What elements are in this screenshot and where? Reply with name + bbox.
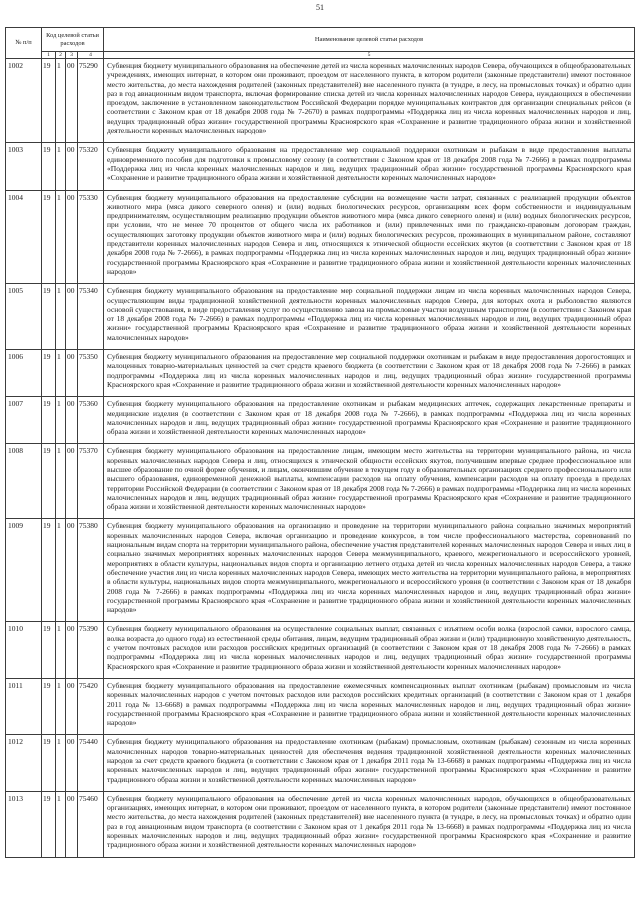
target-code-part-3: 00 — [66, 190, 78, 284]
header-col-index: 5 — [104, 52, 635, 59]
target-code-part-3: 00 — [66, 350, 78, 397]
target-code-part-1: 19 — [42, 190, 56, 284]
row-number: 1003 — [6, 143, 42, 190]
expense-name: Субвенция бюджету муниципального образования на предоставление мер социальной поддержки охотникам и рыбакам в виде предоставления дорогостоящих и малоценных товарно-материальных ценностей за счет средств краевого бюджета (в соответствии с Законом края от 18 декабря 2008 года № 7-2666) в рамках подпрограммы «Поддержка лиц из числа коренных малочисленных народов и лиц, ведущих традиционный образ жизни» государственной программы Красноярского края «Сохранение и развитие традиционного образа жизни и хозяйственной деятельности коренных малочисленных народов» — [104, 350, 635, 397]
target-code-part-2: 1 — [56, 59, 66, 143]
page-number: 51 — [316, 3, 324, 12]
target-code-part-4: 75460 — [78, 791, 104, 857]
target-code-part-2: 1 — [56, 143, 66, 190]
target-code-part-3: 00 — [66, 735, 78, 791]
target-code-part-4: 75420 — [78, 678, 104, 734]
row-number: 1005 — [6, 284, 42, 350]
target-code-part-2: 1 — [56, 444, 66, 519]
target-code-part-4: 75380 — [78, 519, 104, 622]
target-code-part-4: 75360 — [78, 397, 104, 444]
target-code-part-3: 00 — [66, 444, 78, 519]
target-code-part-4: 75330 — [78, 190, 104, 284]
target-code-part-3: 00 — [66, 519, 78, 622]
target-code-part-4: 75290 — [78, 59, 104, 143]
row-number: 1006 — [6, 350, 42, 397]
target-code-part-4: 75370 — [78, 444, 104, 519]
budget-table — [5, 27, 635, 858]
expense-name: Субвенция бюджету муниципального образования на осуществление социальных выплат, связанных с изъятием особи волка (взрослой самки, взрослого самца, волка возраста до одного года) из естественной среды обитания, лицам, ведущим традиционный образ жизни и (или) традиционную хозяйственную деятельность, с учетом почтовых расходов или расходов российских кредитных организаций (в соответствии с Законом края от 18 декабря 2008 года № 7-2666) в рамках подпрограммы «Поддержка лиц из числа коренных малочисленных народов и лиц, ведущих традиционный образ жизни» государственной программы Красноярского края «Сохранение и развитие традиционного образа жизни и хозяйственной деятельности коренных малочисленных народов» — [104, 622, 635, 678]
table-header — [6, 28, 635, 59]
target-code-part-2: 1 — [56, 397, 66, 444]
header-col-index: 3 — [66, 52, 78, 59]
expense-name: Субвенция бюджету муниципального образования на предоставление мер социальной поддержки лицам из числа коренных малочисленных народов Севера, осуществляющим виды традиционной хозяйственной деятельности коренных малочисленных народов Севера, для которых охота и рыболовство являются основой существования, в виде предоставления услуг по осуществлению завоза на промысловые участки воздушным транспортом (в соответствии с Законом края от 18 декабря 2008 года № 7-2666) в рамках подпрограммы «Поддержка лиц из числа коренных малочисленных народов и лиц, ведущих традиционный образ жизни» государственной программы Красноярского края «Сохранение и развитие традиционного образа жизни и хозяйственной деятельности коренных малочисленных народов» — [104, 284, 635, 350]
expense-name: Субвенция бюджету муниципального образования на предоставление лицам, имеющим место жительства на территории муниципального района, из числа коренных малочисленных народов Севера и лиц, относящихся к этнической общности ессейских якутов, получившим впервые среднее профессиональное или высшее образование по очной форме обучения, и лицам, окончившим обучение в текущем году в образовательных организациях среднего профессионального или высшего образования, единовременной денежной выплаты, компенсации расходов на оплату обучения, компенсации расходов на оплату проезда в пределах территории Российской Федерации (в соответствии с Законом края от 18 декабря 2008 года № 7-2666) в рамках подпрограммы «Поддержка лиц из числа коренных малочисленных народов и лиц, ведущих традиционный образ жизни» государственной программы Красноярского края «Сохранение и развитие традиционного образа жизни и хозяйственной деятельности коренных малочисленных народов» — [104, 444, 635, 519]
expense-name: Субвенция бюджету муниципального образования на предоставление мер социальной поддержки охотникам и рыбакам в виде предоставления выплаты единовременного пособия для подготовки к промысловому сезону (в соответствии с Законом края от 18 декабря 2008 года № 7-2666) в рамках подпрограммы «Поддержка лиц из числа коренных малочисленных народов и лиц, ведущих традиционный образ жизни» государственной программы Красноярского края «Сохранение и развитие традиционного образа жизни и хозяйственной деятельности коренных малочисленных народов» — [104, 143, 635, 190]
target-code-part-1: 19 — [42, 284, 56, 350]
target-code-part-3: 00 — [66, 791, 78, 857]
target-code-part-3: 00 — [66, 284, 78, 350]
table-row — [6, 519, 635, 622]
row-number: 1009 — [6, 519, 42, 622]
target-code-part-4: 75440 — [78, 735, 104, 791]
row-number: 1007 — [6, 397, 42, 444]
table-row — [6, 791, 635, 857]
target-code-part-1: 19 — [42, 350, 56, 397]
table-row — [6, 397, 635, 444]
table-row — [6, 350, 635, 397]
target-code-part-1: 19 — [42, 143, 56, 190]
target-code-part-2: 1 — [56, 678, 66, 734]
header-col-index: 1 — [42, 52, 56, 59]
target-code-part-1: 19 — [42, 444, 56, 519]
expense-name: Субвенция бюджету муниципального образования на предоставление субсидии на возмещение части затрат, связанных с реализацией продукции объектов животного мира (мяса дикого северного оленя) и (или) водных биологических ресурсов, организациям всех форм собственности и индивидуальным предпринимателям, осуществляющим реализацию продукции объектов животного мира (мяса дикого северного оленя) и (или) водных биологических ресурсов, при условии, что не менее 70 процентов от общего числа их работников и (или) привлеченных ими по гражданско-правовым договорам граждан, осуществляющих заготовку продукции объектов животного мира и (или) водных биологических ресурсов, проживающих в муниципальном районе, составляют представители коренных малочисленных народов Севера и лиц, относящихся к этнической общности ессейских якутов (в соответствии с Законом края от 18 декабря 2008 года № 7-2666), в рамках подпрограммы «Поддержка лиц из числа коренных малочисленных народов и лиц, ведущих традиционный образ жизни» государственной программы Красноярского края «Сохранение и развитие традиционного образа жизни и хозяйственной деятельности коренных малочисленных народов» — [104, 190, 635, 284]
target-code-part-2: 1 — [56, 791, 66, 857]
row-number: 1013 — [6, 791, 42, 857]
target-code-part-1: 19 — [42, 791, 56, 857]
expense-name: Субвенция бюджету муниципального образования на предоставление охотникам (рыбакам) промысловым, охотникам (рыбакам) сезонным из числа коренных малочисленных народов товарно-материальных ценностей для обеспечения ведения традиционной хозяйственной деятельности коренных малочисленных народов за счет средств краевого бюджета (в соответствии с Законом края от 1 декабря 2011 года № 13-6668) в рамках подпрограммы «Поддержка лиц из числа коренных малочисленных народов и лиц, ведущих традиционный образ жизни» государственной программы Красноярского края «Сохранение и развитие традиционного образа жизни и хозяйственной деятельности коренных малочисленных народов» — [104, 735, 635, 791]
row-number: 1012 — [6, 735, 42, 791]
row-number: 1004 — [6, 190, 42, 284]
table-row — [6, 59, 635, 143]
expense-name: Субвенция бюджету муниципального образования на предоставление ежемесячных компенсационных выплат охотникам (рыбакам) промысловым из числа коренных малочисленных народов с учетом почтовых расходов или расходов российских кредитных организаций (в соответствии с Законом края от 1 декабря 2011 года № 13-6668) в рамках подпрограммы «Поддержка лиц из числа коренных малочисленных народов и лиц, ведущих традиционный образ жизни» государственной программы Красноярского края «Сохранение и развитие традиционного образа жизни и хозяйственной деятельности коренных малочисленных народов» — [104, 678, 635, 734]
target-code-part-3: 00 — [66, 622, 78, 678]
target-code-part-1: 19 — [42, 397, 56, 444]
target-code-part-1: 19 — [42, 735, 56, 791]
target-code-part-3: 00 — [66, 678, 78, 734]
table-row — [6, 190, 635, 284]
header-column-numbers-row — [6, 52, 635, 59]
table-row — [6, 284, 635, 350]
header-target-code: Код целевой статьи расходов — [42, 28, 104, 52]
header-expense-name: Наименование целевой статьи расходов — [104, 28, 635, 52]
expense-name: Субвенция бюджету муниципального образования на обеспечение детей из числа коренных малочисленных народов, обучающихся в общеобразовательных организациях, имеющих интернат, в котором они проживают, проездом от населенного пункта, в котором родители (законные представители) имеют постоянное место жительства, до места нахождения родителей (законных представителей) вне населенного пункта (в тундре, в лесу, на промысловых точках) и обратно один раз в год авиационным видом транспорта (в соответствии с Законом края от 1 декабря 2011 года № 13-6668) в рамках подпрограммы «Поддержка лиц из числа коренных малочисленных народов и лиц, ведущих традиционный образ жизни» государственной программы Красноярского края «Сохранение и развитие традиционного образа жизни и хозяйственной деятельности коренных малочисленных народов» — [104, 791, 635, 857]
table-row — [6, 622, 635, 678]
table-row — [6, 444, 635, 519]
table-row — [6, 735, 635, 791]
target-code-part-1: 19 — [42, 678, 56, 734]
target-code-part-4: 75390 — [78, 622, 104, 678]
row-number: 1008 — [6, 444, 42, 519]
table-row — [6, 678, 635, 734]
header-col-index: 4 — [78, 52, 104, 59]
expense-name: Субвенция бюджету муниципального образования на организацию и проведение на территории муниципального района социально значимых мероприятий коренных малочисленных народов Севера, включая организацию и проведение конкурсов, в том числе профессионального мастерства, соревнований по национальным видам спорта на территории муниципального района, обеспечение участия представителей коренных малочисленных народов Севера и иных лиц в социально значимых мероприятиях коренных малочисленных народов Севера межмуниципального, краевого, межрегионального и всероссийского уровней, мероприятиях в области культуры, национальных видов спорта и организацию летнего отдыха детей из числа коренных малочисленных народов Севера, а также обеспечение участия лиц из числа коренных малочисленных народов Севера, имеющих место жительства на территории муниципального района, в мероприятиях в области культуры, национальных видов спорта межмуниципального, межрегионального и всероссийского уровня (в соответствии с Законом края от 18 декабря 2008 года № 7-2666) в рамках подпрограммы «Поддержка лиц из числа коренных малочисленных народов и лиц, ведущих традиционный образ жизни» государственной программы Красноярского края «Сохранение и развитие традиционного образа жизни и хозяйственной деятельности коренных малочисленных народов» — [104, 519, 635, 622]
target-code-part-2: 1 — [56, 519, 66, 622]
header-col-index: 2 — [56, 52, 66, 59]
target-code-part-4: 75350 — [78, 350, 104, 397]
expense-name: Субвенция бюджету муниципального образования на предоставление охотникам и рыбакам медицинских аптечек, содержащих лекарственные препараты и медицинские изделия (в соответствии с Законом края от 18 декабря 2008 года № 7-2666), в рамках подпрограммы «Поддержка лиц из числа коренных малочисленных народов и лиц, ведущих традиционный образ жизни» государственной программы Красноярского края «Сохранение и развитие традиционного образа жизни и хозяйственной деятельности коренных малочисленных народов» — [104, 397, 635, 444]
row-number: 1010 — [6, 622, 42, 678]
row-number: 1002 — [6, 59, 42, 143]
expense-name: Субвенция бюджету муниципального образования на обеспечение детей из числа коренных малочисленных народов Севера, обучающихся в общеобразовательных учреждениях, имеющих интернат, в котором они проживают, проездом от населенного пункта, в котором родители (законные представители) имеют постоянное место жительства, до места нахождения родителей (законных представителей) вне населенного пункта (в тундре, в лесу, на промысловых точках) и обратно один раз в год авиационным видом транспорта, включая формирование списка детей из числа коренных малочисленных народов Севера, нуждающихся в обеспечении проездом, заключение в установленном законодательством Российской Федерации порядке муниципальных контрактов для организации специальных рейсов (в соответствии с Законом края от 18 декабря 2008 года № 7-2670) в рамках подпрограммы «Поддержка лиц из числа коренных малочисленных народов и лиц, ведущих традиционный образ жизни» государственной программы Красноярского края «Сохранение и развитие традиционного образа жизни и хозяйственной деятельности коренных малочисленных народов» — [104, 59, 635, 143]
target-code-part-3: 00 — [66, 143, 78, 190]
target-code-part-2: 1 — [56, 284, 66, 350]
target-code-part-2: 1 — [56, 350, 66, 397]
target-code-part-3: 00 — [66, 397, 78, 444]
target-code-part-1: 19 — [42, 519, 56, 622]
header-row-number: № п/п — [6, 28, 42, 59]
target-code-part-1: 19 — [42, 59, 56, 143]
row-number: 1011 — [6, 678, 42, 734]
target-code-part-2: 1 — [56, 735, 66, 791]
target-code-part-2: 1 — [56, 190, 66, 284]
table-body — [6, 59, 635, 858]
target-code-part-2: 1 — [56, 622, 66, 678]
target-code-part-3: 00 — [66, 59, 78, 143]
target-code-part-1: 19 — [42, 622, 56, 678]
header-row — [6, 28, 635, 52]
target-code-part-4: 75340 — [78, 284, 104, 350]
target-code-part-4: 75320 — [78, 143, 104, 190]
table-row — [6, 143, 635, 190]
